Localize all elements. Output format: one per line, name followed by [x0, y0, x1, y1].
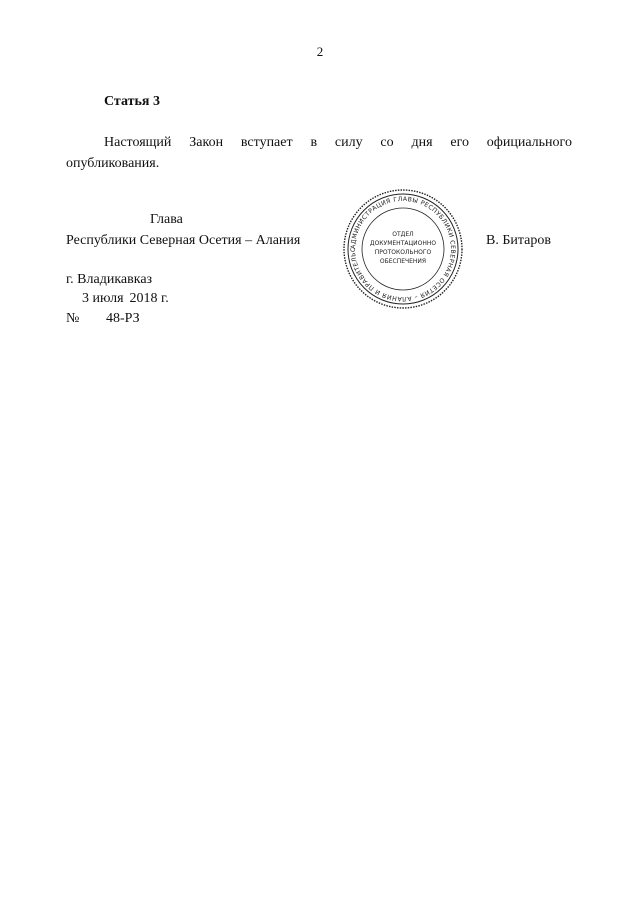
seal-center-line: ДОКУМЕНТАЦИОННО: [369, 240, 437, 247]
word: его: [450, 135, 469, 150]
signatory-organization: Республики Северная Осетия – Алания: [66, 233, 301, 248]
seal-outer-text: АДМИНИСТРАЦИЯ ГЛАВЫ РЕСПУБЛИКИ СЕВЕРНАЯ ОСЕТИЯ – АЛАНИЯ И ПРАВИТЕЛЬС: [349, 195, 457, 303]
official-seal: [342, 188, 464, 310]
date-day-month: 3 июля: [82, 291, 124, 306]
word: официального: [486, 135, 572, 150]
seal-center-line: ОБЕСПЕЧЕНИЯ: [379, 258, 427, 265]
word: Настоящий: [104, 135, 172, 150]
article-body-line1: [66, 132, 572, 153]
word: Закон: [189, 135, 224, 150]
law-number-value: 48-РЗ: [106, 311, 140, 326]
signatory-name: В. Битаров: [486, 233, 551, 248]
seal-center-line: ОТДЕЛ: [392, 231, 414, 238]
signatory-role: Глава: [150, 212, 183, 227]
article-body: [66, 132, 572, 174]
article-title: Статья 3: [104, 94, 160, 109]
law-number: [66, 311, 140, 327]
word: силу: [334, 135, 363, 150]
seal-center-line: ПРОТОКОЛЬНОГО: [374, 249, 432, 256]
place-of-signing: г. Владикавказ: [66, 272, 153, 287]
word: дня: [411, 135, 433, 150]
page-number: 2: [316, 44, 324, 59]
word: со: [380, 135, 394, 150]
seal-graphic: [342, 188, 464, 310]
date-year: 2018 г.: [129, 291, 169, 306]
word: в: [310, 135, 318, 150]
number-sign: №: [66, 311, 80, 326]
article-body-line2: опубликования.: [66, 156, 160, 171]
signing-date: [82, 291, 169, 307]
word: вступает: [240, 135, 293, 150]
